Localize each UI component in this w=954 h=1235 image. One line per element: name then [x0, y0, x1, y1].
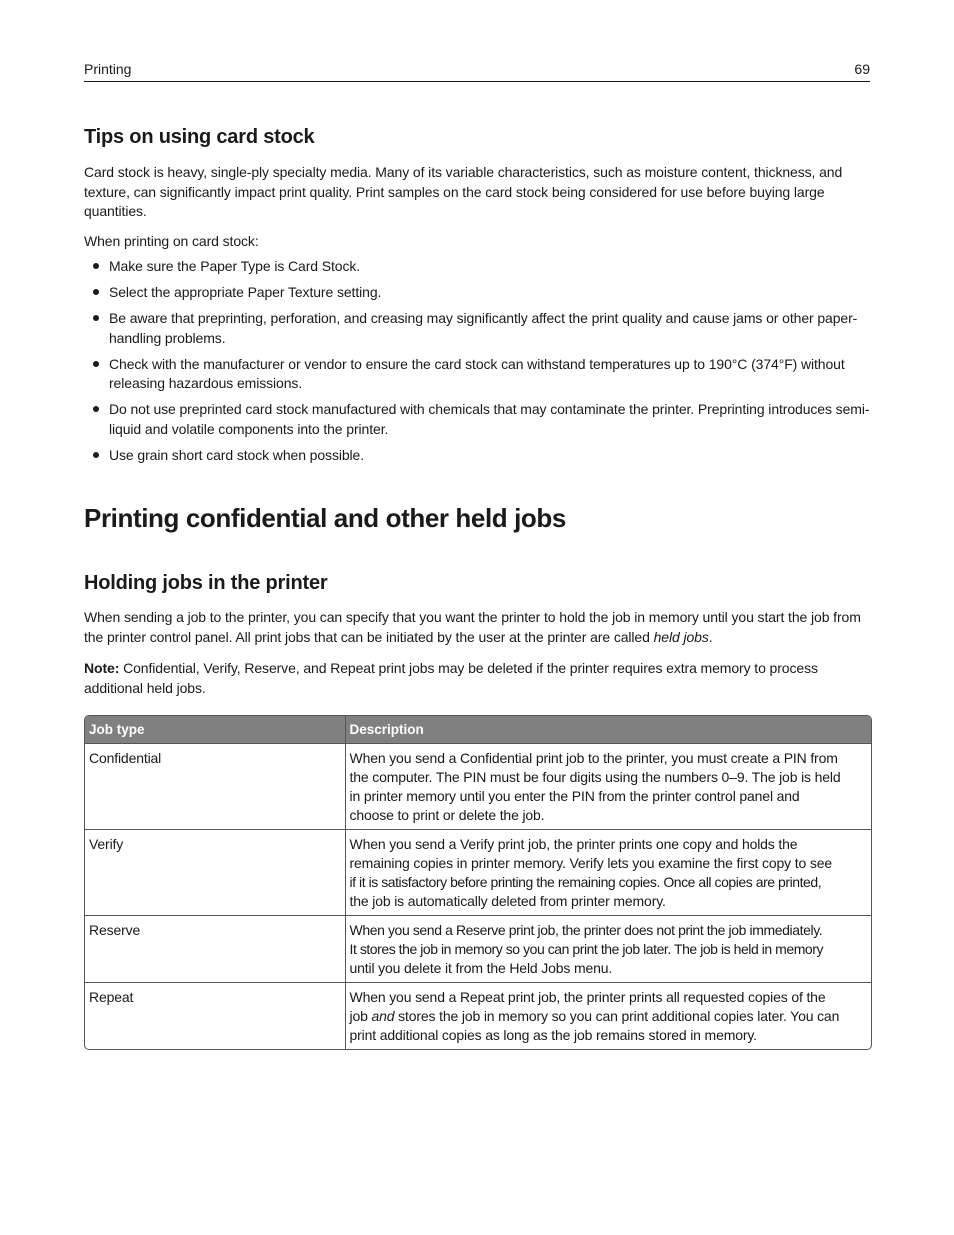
- description-cell: When you send a Confidential print job to the printer, you must create a PIN from the computer. The PIN must be four digits using the numbers 0–9. The job is held in printer memory until you enter the PIN from the printer control panel and choose to print or delete the job.: [345, 744, 871, 830]
- card-stock-heading: Tips on using card stock: [84, 126, 315, 148]
- held-jobs-term: held jobs: [653, 628, 709, 645]
- held-jobs-section-title: Printing confidential and other held jobs: [84, 503, 566, 533]
- list-item: Use grain short card stock when possible.: [84, 446, 870, 466]
- column-header-job-type: Job type: [85, 716, 345, 744]
- bullet-icon: [93, 452, 99, 458]
- held-jobs-note: Note: Confidential, Verify, Reserve, and Repeat print jobs may be deleted if the printer requires extra memory to process additional held jobs.: [84, 660, 818, 696]
- card-stock-lead: When printing on card stock:: [84, 233, 259, 249]
- running-header: [84, 60, 870, 82]
- bullet-icon: [93, 315, 99, 321]
- list-item: Be aware that preprinting, perforation, and creasing may significantly affect the print quality and cause jams or other paper-handling problems.: [84, 309, 870, 348]
- description-cell: When you send a Verify print job, the printer prints one copy and holds the remaining copies in printer memory. Verify lets you examine the first copy to see if it is satisfactory before printing the remaining copies. Once all copies are printed, the job is automatically deleted from printer memory.: [345, 830, 871, 916]
- table-row: [85, 983, 871, 1050]
- note-label: Note:: [84, 660, 120, 676]
- table-row: [85, 744, 871, 830]
- list-item: Check with the manufacturer or vendor to ensure the card stock can withstand temperatures up to 190°C (374°F) without releasing hazardous emissions.: [84, 355, 870, 394]
- job-type-cell: Confidential: [85, 744, 345, 830]
- bullet-icon: [93, 289, 99, 295]
- description-cell: When you send a Reserve print job, the printer does not print the job immediately. It stores the job in memory so you can print the job later. The job is held in memory until you delete it from the Held Jobs menu.: [345, 916, 871, 983]
- job-type-cell: Repeat: [85, 983, 345, 1050]
- page-number: 69: [854, 61, 870, 77]
- list-item: Make sure the Paper Type is Card Stock.: [84, 257, 870, 277]
- column-header-description: Description: [345, 716, 871, 744]
- bullet-icon: [93, 406, 99, 412]
- bullet-icon: [93, 263, 99, 269]
- list-item: Select the appropriate Paper Texture setting.: [84, 283, 870, 303]
- held-job-types-table: [84, 715, 872, 1050]
- holding-jobs-heading: Holding jobs in the printer: [84, 572, 328, 594]
- held-jobs-intro: When sending a job to the printer, you can specify that you want the printer to hold the job in memory until you start the job from the printer control panel. All print jobs that can be initiated by the user at the printer are called held jobs.: [84, 609, 861, 645]
- table-row: [85, 916, 871, 983]
- card-stock-intro: Card stock is heavy, single-ply specialty media. Many of its variable characteristics, such as moisture content, thickness, and texture, can significantly impact print quality. Print samples on the card stock being considered for use before buying large quantities.: [84, 164, 843, 219]
- card-stock-tips-list: [84, 257, 870, 472]
- table-header-row: [85, 716, 871, 744]
- job-type-cell: Reserve: [85, 916, 345, 983]
- job-type-cell: Verify: [85, 830, 345, 916]
- list-item: Do not use preprinted card stock manufactured with chemicals that may contaminate the printer. Preprinting introduces semi-liquid and volatile components into the printer.: [84, 400, 870, 439]
- header-section-name: Printing: [84, 61, 132, 77]
- description-cell: When you send a Repeat print job, the printer prints all requested copies of the job and stores the job in memory so you can print additional copies later. You can print additional copies as long as the job remains stored in memory.: [345, 983, 871, 1050]
- bullet-icon: [93, 361, 99, 367]
- table-row: [85, 830, 871, 916]
